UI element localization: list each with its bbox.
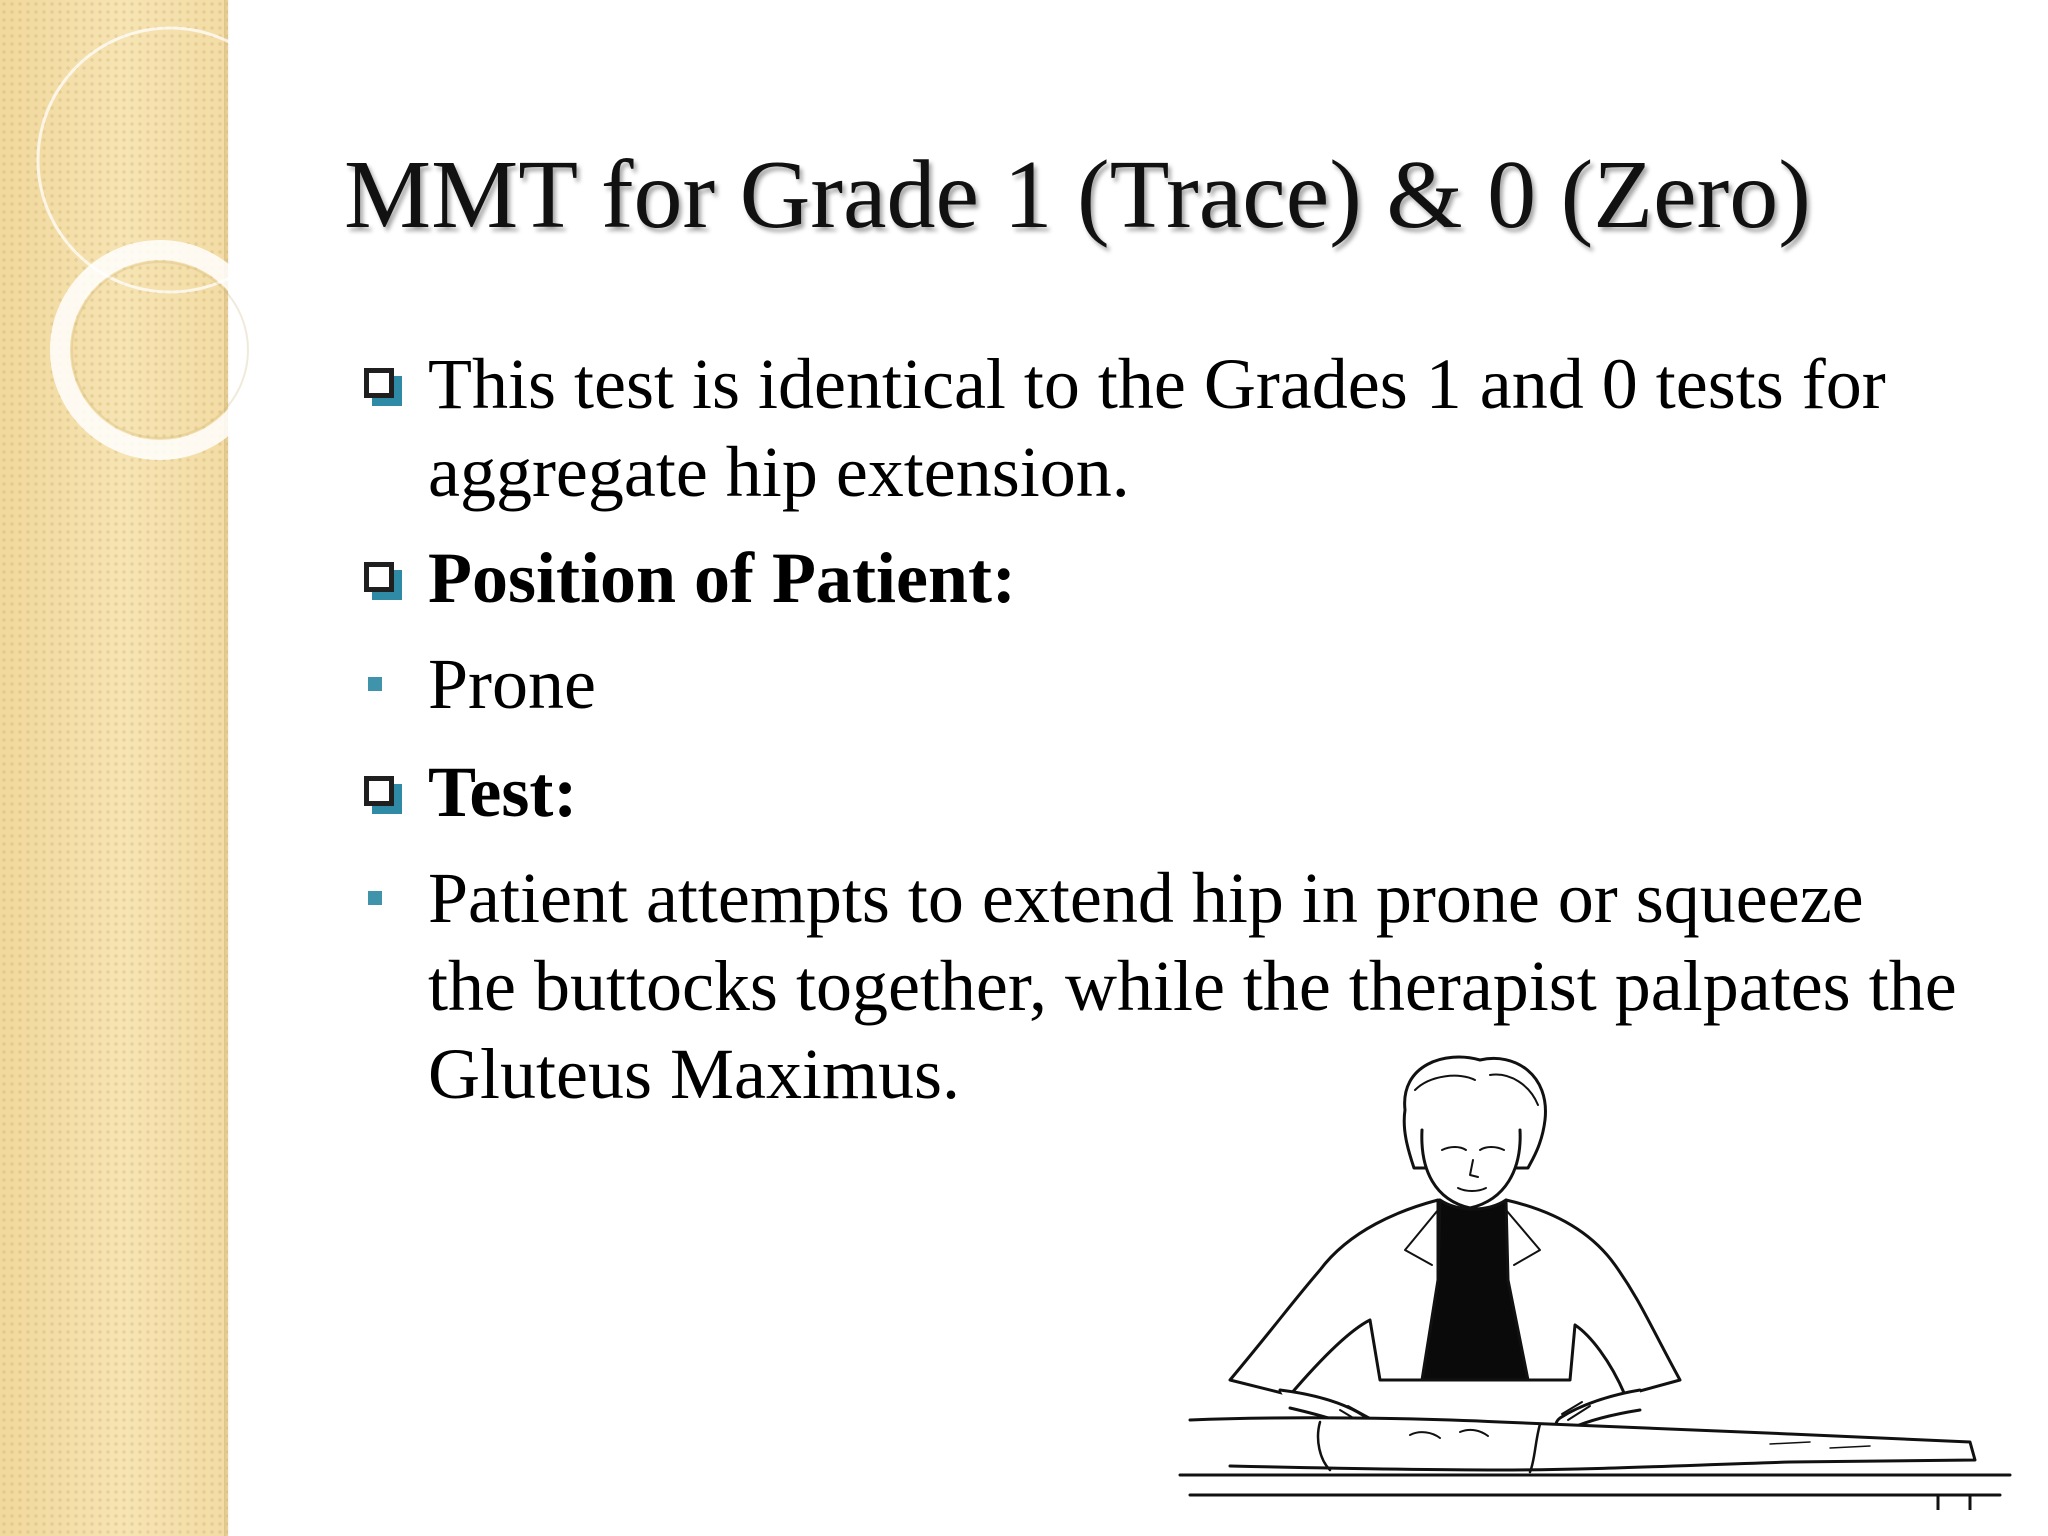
square-bullet-icon	[368, 891, 382, 905]
bullet-text: This test is identical to the Grades 1 and 0 tests for aggregate hip extension.	[428, 344, 1886, 512]
bullet-item-position-heading	[364, 534, 1964, 622]
patient-body	[1190, 1418, 1975, 1470]
small-ring-inner-shadow	[72, 262, 248, 438]
therapist-coat-right	[1506, 1200, 1680, 1395]
bullet-text: Position of Patient:	[428, 538, 1016, 618]
sub-bullet-item-prone	[364, 640, 1964, 728]
decorative-rings	[0, 0, 340, 520]
slide-title: MMT for Grade 1 (Trace) & 0 (Zero)	[344, 141, 1811, 249]
treatment-table-legs	[1938, 1495, 1970, 1510]
square-bullet-icon	[368, 677, 382, 691]
bullet-text: Patient attempts to extend hip in prone or squeeze the buttocks together, while the therapist palpates the Gluteus Maximus.	[428, 858, 1957, 1114]
hollow-square-bullet-icon	[364, 776, 404, 816]
bullet-text: Prone	[428, 644, 596, 724]
bullet-item-test-heading	[364, 748, 1964, 836]
therapist-palpating-patient-illustration	[1170, 1050, 2030, 1510]
bullet-list	[364, 340, 1964, 1138]
therapist-coat-left	[1230, 1200, 1438, 1395]
bullet-text: Test:	[428, 752, 578, 832]
hollow-square-bullet-icon	[364, 562, 404, 602]
small-ring	[60, 250, 260, 450]
bullet-item-intro	[364, 340, 1964, 516]
hollow-square-bullet-icon	[364, 368, 404, 408]
treatment-table-top	[1180, 1475, 2010, 1495]
